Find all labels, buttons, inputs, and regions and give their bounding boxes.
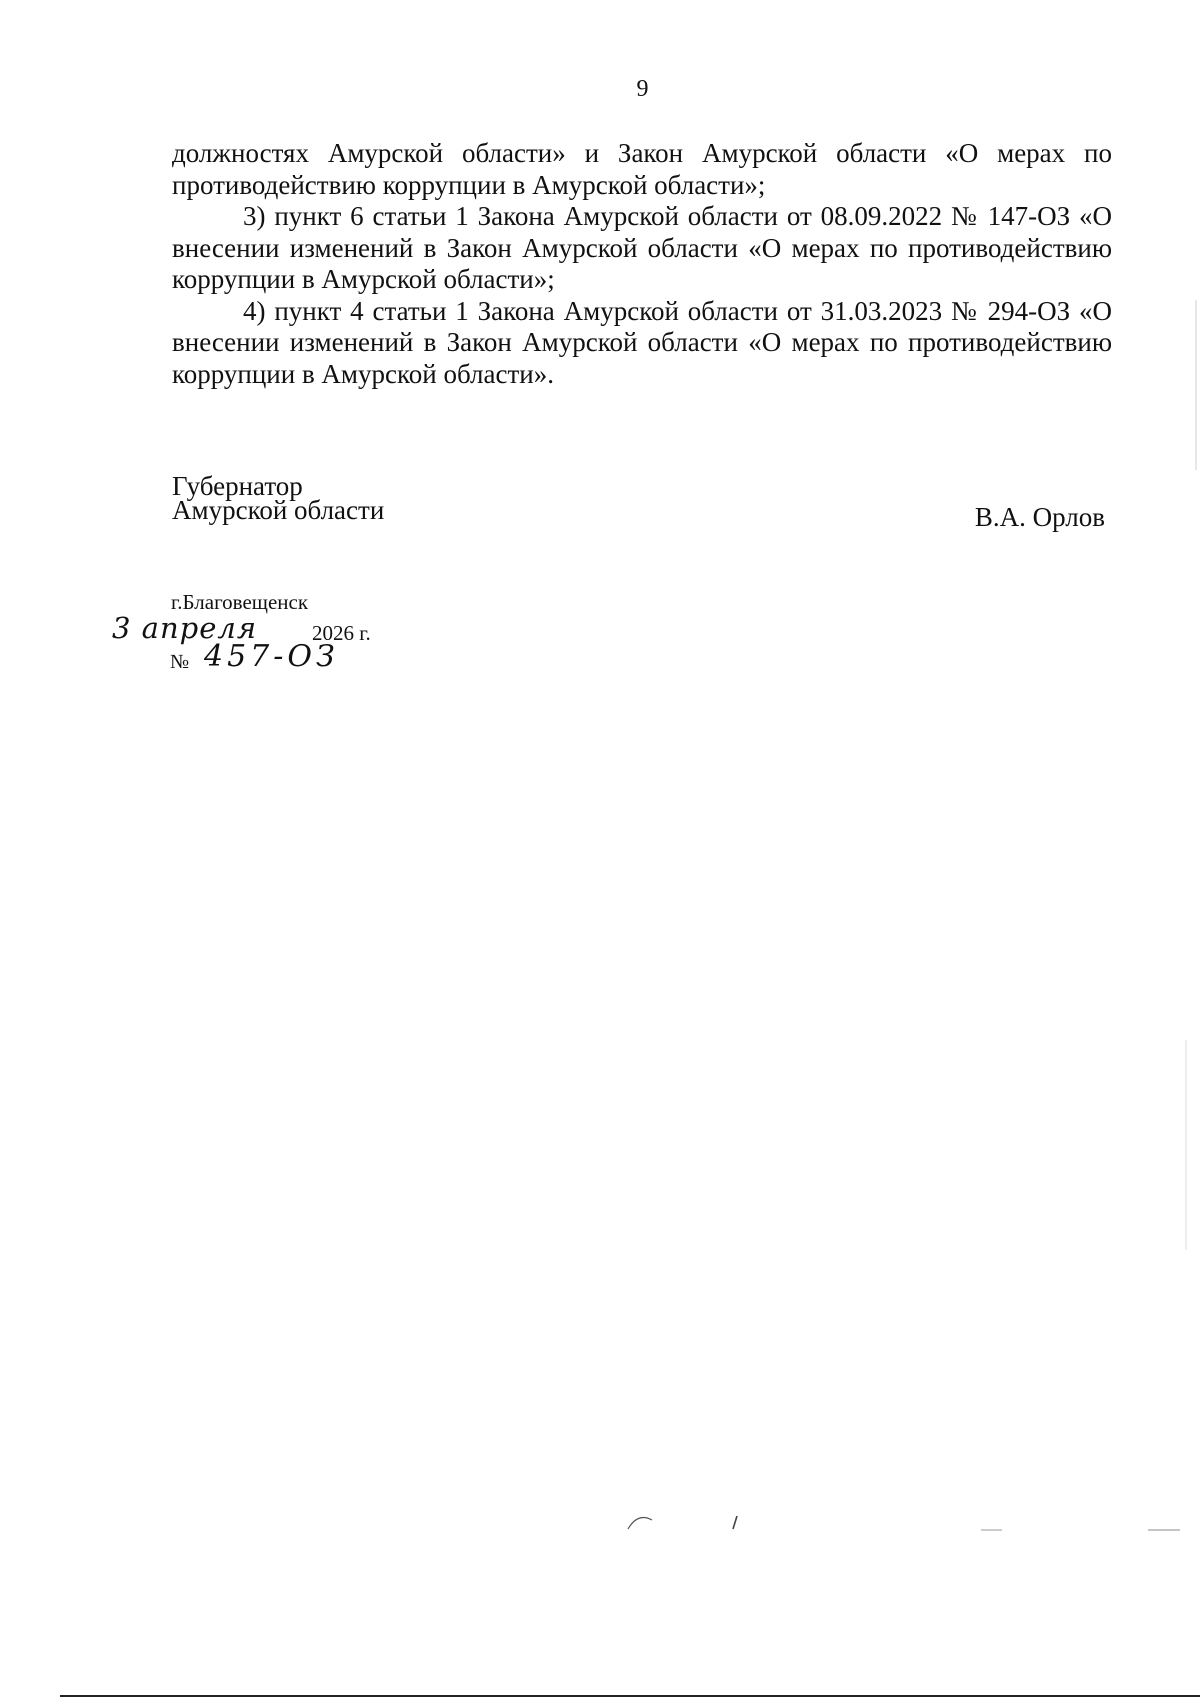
- paragraph-item-3: 3) пункт 6 статьи 1 Закона Амурской области от 08.09.2022 № 147-ОЗ «О внесении изменений в Закон Амурской области «О мерах по противодействию коррупции в Амурской области»;: [172, 201, 1112, 294]
- scan-mark-arc: [628, 1517, 652, 1529]
- scan-mark-tick: [733, 1516, 737, 1529]
- signing-year: 2026 г.: [312, 621, 371, 645]
- paragraph-continuation: должностях Амурской области» и Закон Амурской области «О мерах по противодействию коррупции в Амурской области»;: [172, 138, 1112, 200]
- signature-title-line-2: Амурской области: [172, 495, 385, 525]
- page-number: 9: [636, 76, 649, 102]
- handwritten-number: 457-ОЗ: [204, 639, 339, 674]
- signatory-name: В.А. Орлов: [974, 502, 1105, 532]
- paragraph-item-4: 4) пункт 4 статьи 1 Закона Амурской области от 31.03.2023 № 294-ОЗ «О внесении изменений в Закон Амурской области «О мерах по противодействию коррупции в Амурской области».: [172, 295, 1112, 389]
- handwritten-date: 3 апреля: [112, 611, 258, 645]
- place-of-signing: г.Благовещенск: [171, 590, 309, 614]
- number-sign: №: [170, 651, 190, 673]
- signature-title-line-1: Губернатор: [172, 471, 303, 501]
